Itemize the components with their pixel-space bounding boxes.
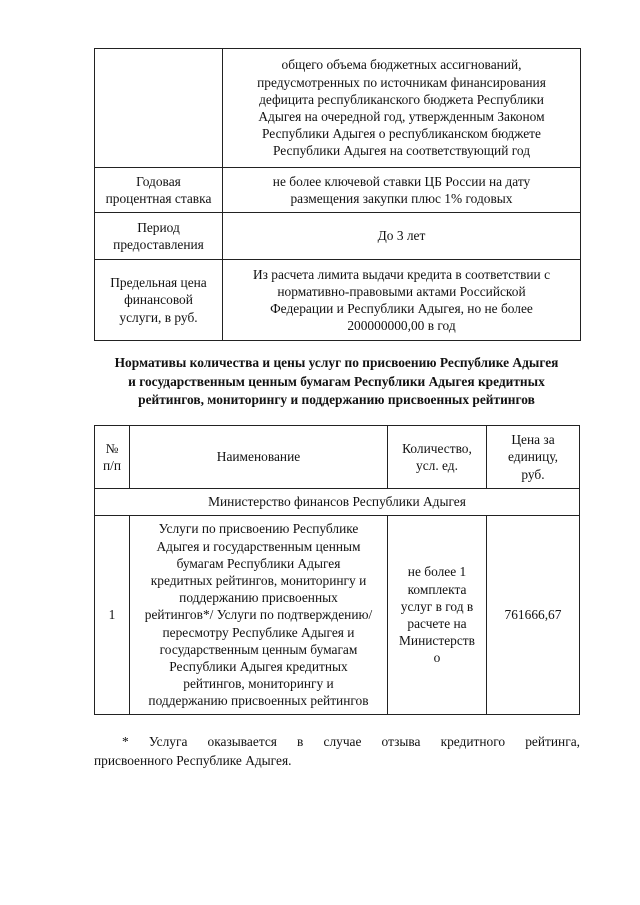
cell-text-line: финансовой [124,292,193,308]
row-number-cell: 1 [95,516,130,715]
table-row [95,213,581,260]
row-price-cell: 761666,67 [487,516,580,715]
cell-text-line: предоставления [113,237,204,252]
cell-text-line: пересмотру Республике Адыгея и [162,624,355,640]
footnote-line: присвоенного Республике Адыгея. [94,753,292,768]
header-name: Наименование [130,426,388,489]
row-quantity-cell [388,516,487,715]
cell-text-line: не более ключевой ставки ЦБ России на дату [272,173,531,189]
cell-text-line: 200000000,00 в год [347,318,456,334]
cell-text-line: кредитных рейтингов, мониторингу и [150,572,367,588]
table-row [95,168,581,213]
table-row [95,260,581,341]
cell-text-line: Адыгея и государственным ценным [156,538,361,554]
cell-text-line: Услуги по присвоению Республике [158,521,359,537]
row-value-cell [223,49,581,168]
cell-text-line: Период [137,219,180,235]
cell-text-line: не более 1 [407,564,467,580]
table-header-row [95,426,580,489]
row-label-cell [95,260,223,341]
rating-services-table [94,425,580,715]
cell-text-line: Предельная цена [110,275,207,291]
header-quantity [388,426,487,489]
section-heading [90,354,583,410]
financing-terms-table [94,48,581,341]
cell-text-line: Министерств [399,633,475,649]
cell-text-line: Количество, [402,440,472,456]
cell-text-line: комплекта [407,581,467,597]
cell-text-line: процентная ставка [105,191,212,206]
cell-text-line: услуг в год в [400,598,474,614]
heading-line: Нормативы количества и цены услуг по присвоению Республике Адыгея [114,355,559,370]
cell-text-line: Федерации и Республики Адыгея, но не более [270,301,533,316]
cell-text-line: № [105,440,119,456]
cell-text-line: До 3 лет [377,228,426,244]
row-value-cell [223,213,581,260]
cell-text-line: Адыгея на очередной год, утвержденным Законом [258,109,545,124]
section-title-cell: Министерство финансов Республики Адыгея [95,489,580,516]
cell-text-line: услуги, в руб. [119,309,198,325]
cell-text-line: о [433,650,441,666]
header-price [487,426,580,489]
cell-text-line: Годовая [136,173,181,189]
cell-text-line: поддержанию присвоенных [179,590,338,606]
row-label-cell [95,49,223,168]
row-label-cell [95,213,223,260]
table-row [95,49,581,168]
footnote-line: * Услуга оказывается в случае отзыва кредитного рейтинга, [122,734,580,749]
cell-text-line: Цена за [511,432,555,448]
cell-text-line: руб. [521,466,545,482]
cell-text-line: п/п [102,458,122,473]
heading-line: рейтингов, мониторингу и поддержанию присвоенных рейтингов [138,392,535,407]
cell-text-line: общего объема бюджетных ассигнований, [281,57,522,73]
row-label-cell [95,168,223,213]
table-row [95,516,580,715]
cell-text-line: дефицита республиканского бюджета Республики [259,91,544,107]
cell-text-line: бумагам Республики Адыгея [176,555,341,571]
cell-text-line: расчете на [407,616,467,631]
header-number [95,426,130,489]
cell-text-line: рейтингов, мониторингу и [183,676,334,692]
cell-text-line: единицу, [508,449,558,465]
cell-text-line: нормативно-правовыми актами Российской [277,283,526,299]
row-name-cell [130,516,388,715]
cell-text-line: размещения закупки плюс 1% годовых [290,191,513,206]
heading-line: и государственным ценным бумагам Республики Адыгея кредитных [128,373,545,389]
cell-text-line: Республики Адыгея о республиканском бюджете [262,126,541,142]
cell-text-line: поддержанию присвоенных рейтингов [148,693,369,709]
cell-text-line: усл. ед. [416,458,458,473]
row-value-cell [223,260,581,341]
cell-text-line: Республики Адыгея на соответствующий год [272,143,531,159]
cell-text-line: государственным ценным бумагам [159,641,358,657]
footnote [94,732,580,770]
section-row [95,489,580,516]
cell-text-line: предусмотренных по источникам финансирования [257,74,546,90]
cell-text-line: рейтингов*/ Услуги по подтверждению/ [144,607,373,623]
cell-text-line: Республики Адыгея кредитных [169,659,348,674]
row-value-cell [223,168,581,213]
cell-text-line: Из расчета лимита выдачи кредита в соответствии с [252,266,551,282]
